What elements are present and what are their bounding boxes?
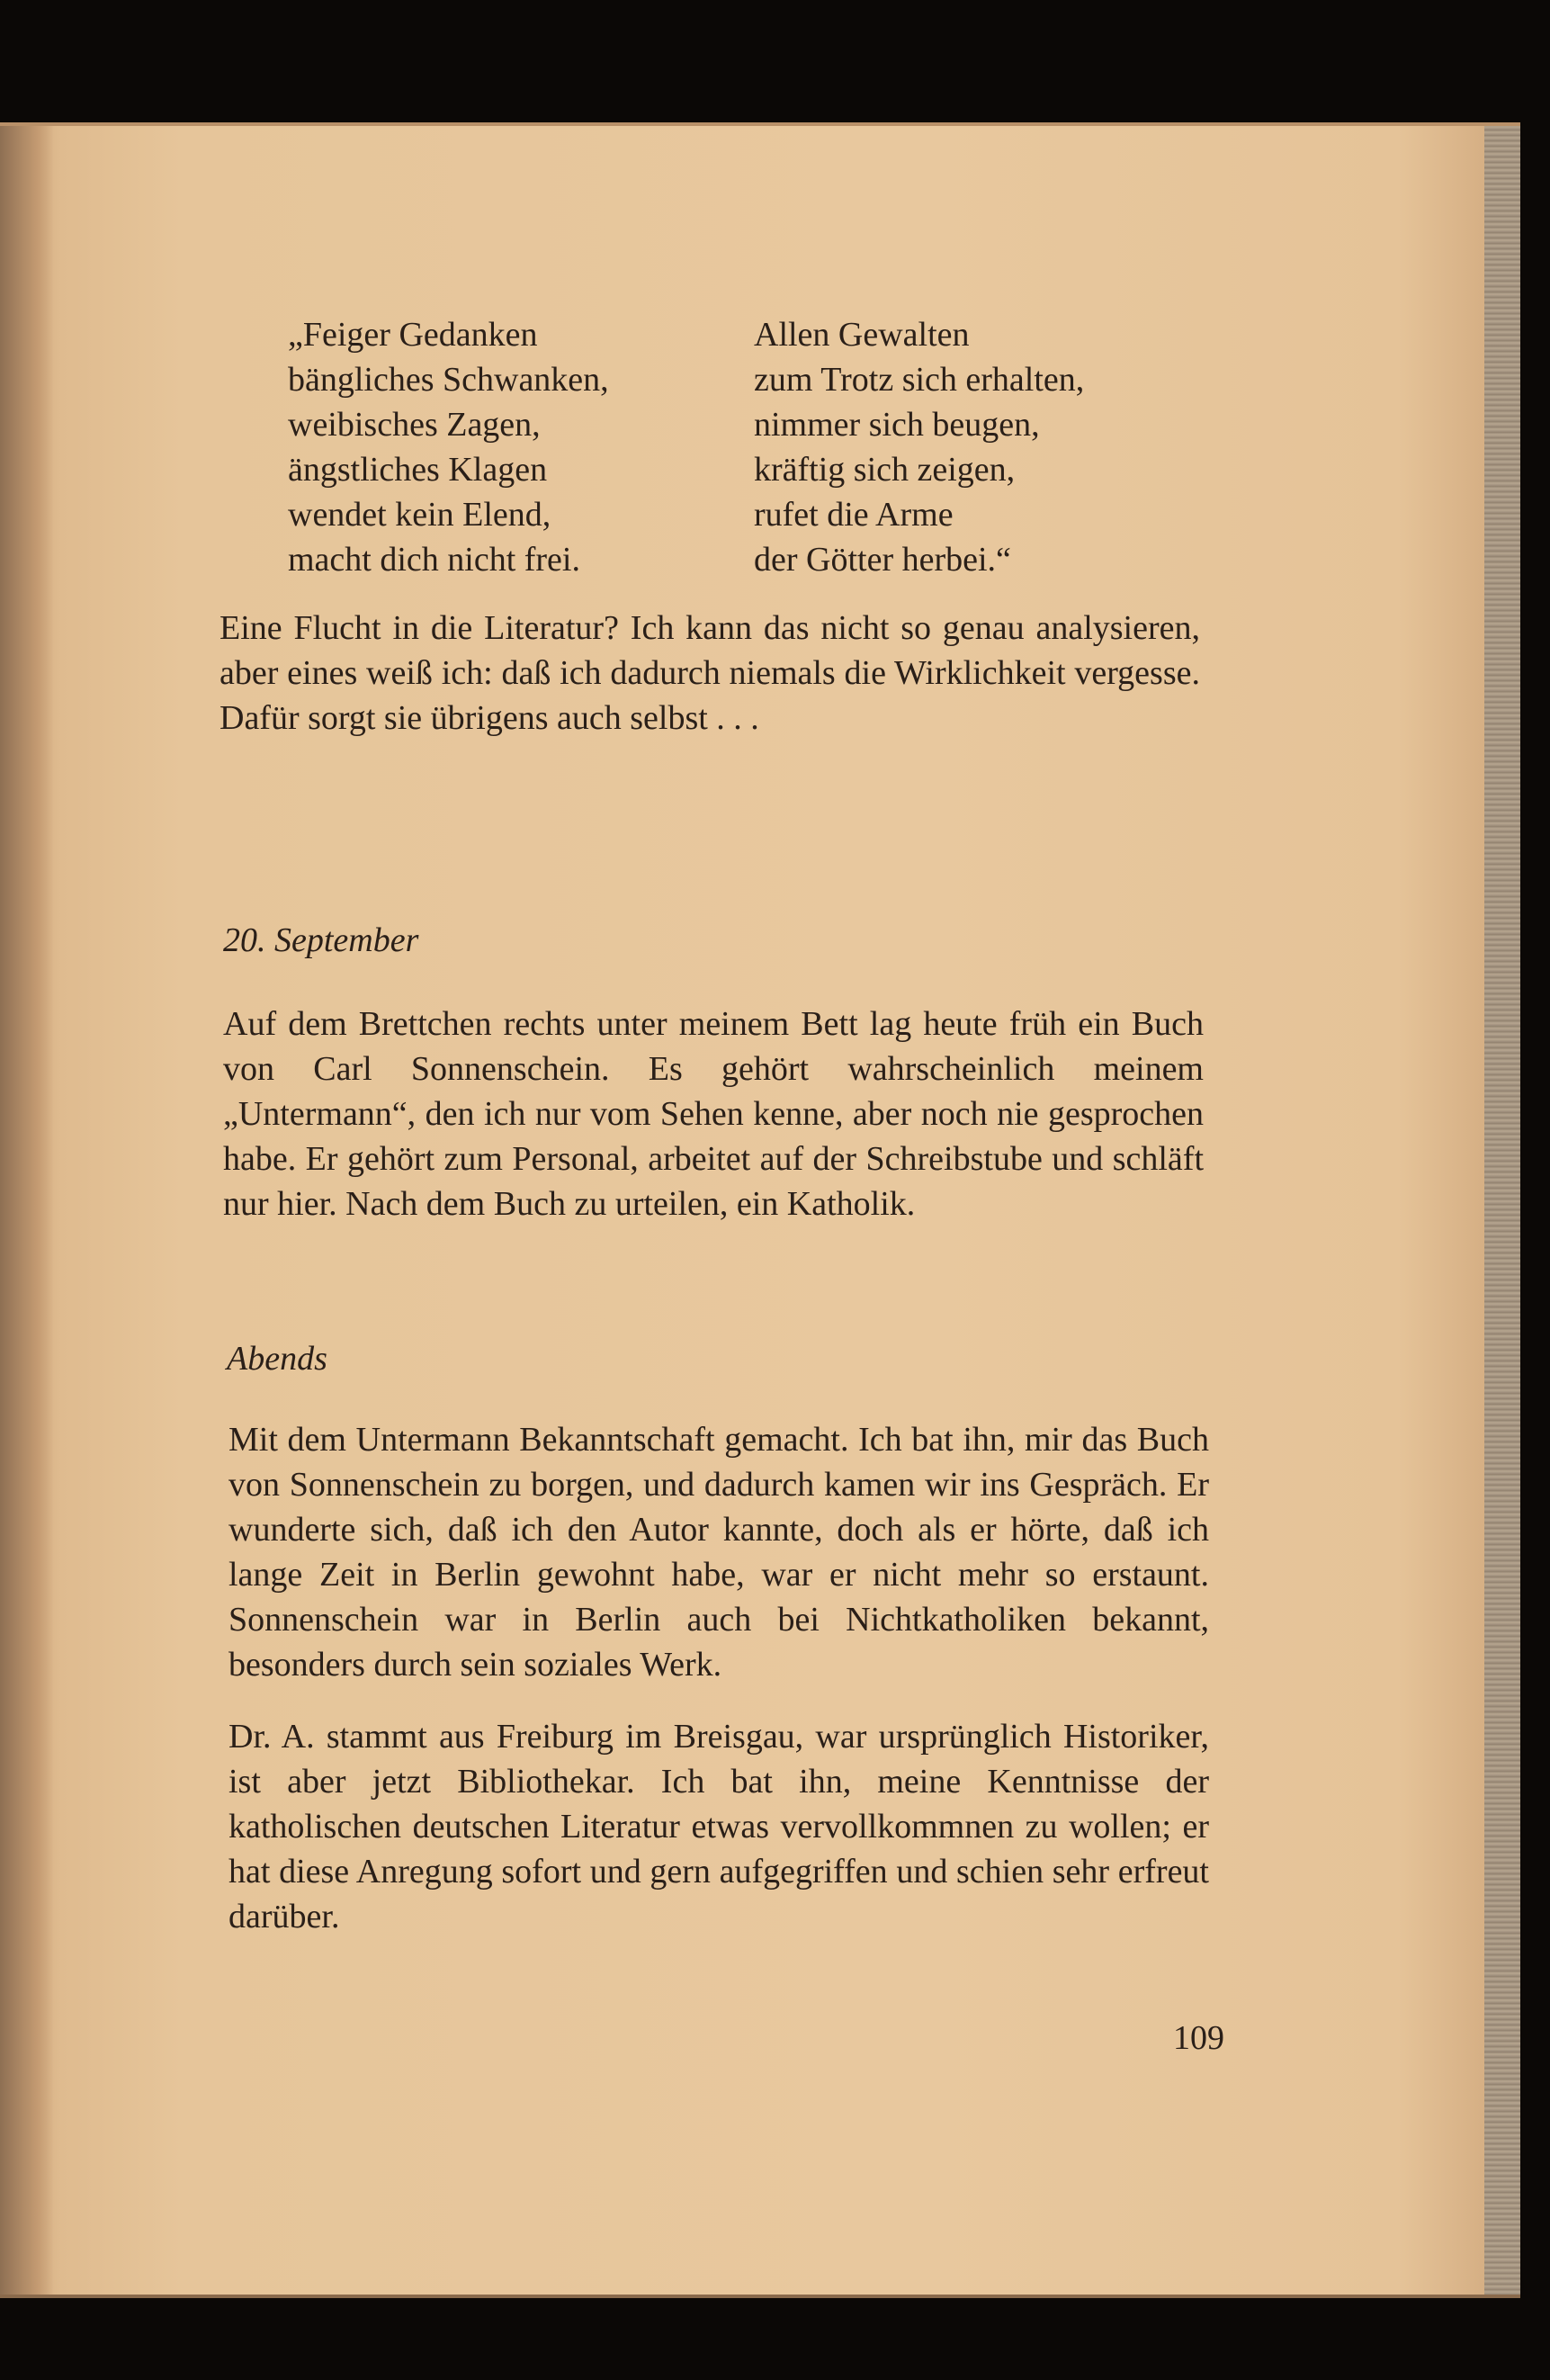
paragraph-dr-a: Dr. A. stammt aus Freiburg im Breisgau, war ursprünglich Historiker, ist aber jetzt Bibliothekar. Ich bat ihn, meine Kenntnisse der katholischen deutschen Literatur etwas vervollkommnen zu wollen; er hat diese Anregung sofort und gern aufgegriffen und schien sehr erfreut darüber. xyxy=(228,1718,1209,1935)
book-binding-edge xyxy=(1484,126,1520,2295)
poem-line: nimmer sich beugen, xyxy=(754,406,1040,444)
paragraph-untermann: Mit dem Untermann Bekanntschaft gemacht. Ich bat ihn, mir das Buch von Sonnenschein zu borgen, und dadurch kamen wir ins Gespräch. Er wunderte sich, daß ich den Autor kannte, doch als er hörte, daß ich lange Zeit in Berlin gewohnt habe, war er nicht mehr so erstaunt. Sonnenschein war in Berlin auch bei Nichtkatholiken bekannt, besonders durch sein soziales Werk. xyxy=(228,1421,1209,1684)
poem-line: kräftig sich zeigen, xyxy=(754,451,1016,489)
poem-stanza-left xyxy=(288,312,609,582)
poem-line: rufet die Arme xyxy=(754,496,954,534)
poem-line: macht dich nicht frei. xyxy=(288,541,580,579)
poem-line: der Götter herbei.“ xyxy=(754,541,1011,579)
paragraph-literature: Eine Flucht in die Literatur? Ich kann das nicht so genau analysieren, aber eines weiß ich: daß ich dadurch niemals die Wirklichkeit vergesse. Dafür sorgt sie übrigens auch selbst . . . xyxy=(220,609,1200,737)
date-heading: 20. September xyxy=(223,921,419,959)
poem-line: Allen Gewalten xyxy=(754,316,970,354)
book-page xyxy=(0,122,1520,2298)
poem-line: „Feiger Gedanken xyxy=(288,316,538,354)
evening-heading: Abends xyxy=(227,1340,327,1378)
page-number: 109 xyxy=(1173,2019,1224,2057)
poem-line: bängliches Schwanken, xyxy=(288,361,609,399)
poem-line: wendet kein Elend, xyxy=(288,496,551,534)
paragraph-book-found: Auf dem Brettchen rechts unter meinem Bett lag heute früh ein Buch von Carl Sonnenschein. Es gehört wahrscheinlich meinem „Untermann“, den ich nur vom Sehen kenne, aber noch nie gesprochen habe. Er gehört zum Personal, arbeitet auf der Schreibstube und schläft nur hier. Nach dem Buch zu urteilen, ein Katholik. xyxy=(223,1005,1204,1223)
poem-line: weibisches Zagen, xyxy=(288,406,541,444)
book-gutter xyxy=(0,126,54,2295)
poem-line: ängstliches Klagen xyxy=(288,451,548,489)
poem-line: zum Trotz sich erhalten, xyxy=(754,361,1085,399)
poem-stanza-right xyxy=(754,312,1084,582)
